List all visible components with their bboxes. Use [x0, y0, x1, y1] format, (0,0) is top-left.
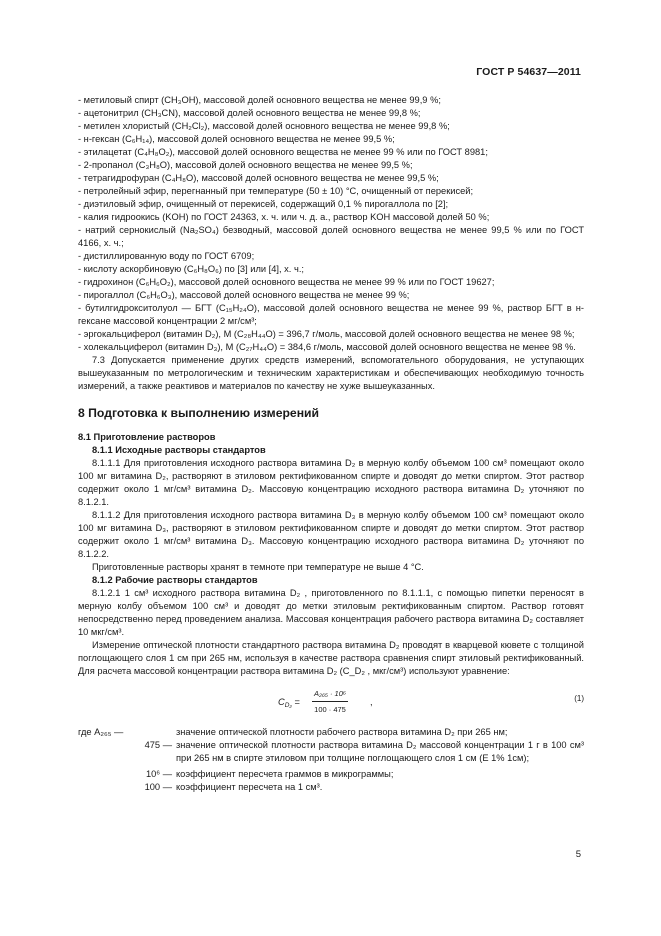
reagent-item: - н-гексан (C₆H₁₄), массовой долей основного вещества не менее 99,5 %;: [78, 134, 395, 144]
reagent-item: - пирогаллол (C₆H₆O₃), массовой долей основного вещества не менее 99 %;: [78, 290, 410, 300]
equation-denominator: 100 · 475: [314, 705, 346, 714]
definition-term: 100 —: [144, 782, 172, 792]
page-number: 5: [575, 849, 581, 860]
reagent-item-cholecalciferol: - холекальциферол (витамин D₃), М (C₂₇H₄₄O) = 384,6 г/моль, массовой долей основного вещества не менее 98 %.: [78, 342, 576, 352]
reagent-item: - ацетонитрил (CH₃CN), массовой долей основного вещества не менее 99,8 %;: [78, 108, 421, 118]
equation-lhs: $C_{D_2}$ =: [278, 697, 300, 709]
definition-text: коэффициент пересчета граммов в микрограммы;: [176, 769, 394, 779]
reagent-item: - тетрагидрофуран (C₄H₈O), массовой долей основного вещества не менее 99,5 %;: [78, 173, 439, 183]
definition-term: где A₂₆₅ —: [78, 727, 124, 737]
equation-number: (1): [574, 694, 584, 703]
reagent-item: - метилен хлористый (CH₂Cl₂), массовой долей основного вещества не менее 99,8 %;: [78, 121, 450, 131]
paragraph-8-1-2-1: 8.1.2.1 1 см³ исходного раствора витамина D₂ , приготовленного по 8.1.1.1, с помощью пипетки переносят в мерную колбу объемом 100 см³ и доводят до метки этиловым ректификованным спиртом. Раствор готовят непосредственно перед проведением анализа. Массовая концентрация рабочего раствора витамина D₂ составляет 10 мкг/см³.: [78, 588, 584, 637]
equation-fraction: [312, 687, 348, 716]
definition-item: [78, 739, 584, 765]
reagent-item-sulfate: - натрий сернокислый (Na₂SO₄) безводный, массовой долей основного вещества не менее 99,5 % или по ГОСТ 4166, х. ч.;: [78, 225, 584, 248]
equation-numerator: A₂₆₅ · 10⁶: [312, 687, 348, 702]
paragraph-optical-density: Измерение оптической плотности стандартного раствора витамина D₂ проводят в кварцевой кювете с толщиной поглощающего слоя 1 см при 265 нм, используя в качестве раствора сравнения спирт этиловый ректификованный. Для расчета массовой концентрации раствора витамина D₂ (C_D₂ , мкг/см³) используют уравнение:: [78, 640, 584, 676]
subsection-8-1-heading: 8.1 Приготовление растворов: [78, 432, 216, 442]
reagent-item: [78, 94, 584, 107]
reagent-item: - петролейный эфир, перегнанный при температуре (50 ± 10) °С, очищенный от перекисей;: [78, 186, 474, 196]
reagent-text: - метиловый спирт (CH₃OH), массовой долей основного вещества не менее 99,9 %;: [78, 95, 441, 105]
definition-text: значение оптической плотности раствора витамина D₂ массовой концентрации 1 г в 100 см³ при 265 нм в спирте этиловом при толщине поглощающего слоя 1 см (E 1% 1см);: [176, 740, 584, 763]
reagent-item: - гидрохинон (C₆H₆O₂), массовой долей основного вещества не менее 99 % или по ГОСТ 19627;: [78, 277, 495, 287]
definition-item: [78, 726, 584, 739]
reagent-item: - кислоту аскорбиновую (C₆H₈O₆) по [3] или [4], х. ч.;: [78, 264, 304, 274]
reagent-item-bht: - бутилгидрокситолуол — БГТ (C₁₅H₂₄O), массовой долей основного вещества не менее 99 %, раствор БГТ в н-гексане массовой концентрации 2 мг/см³;: [78, 303, 584, 326]
paragraph-8-1-1-1: 8.1.1.1 Для приготовления исходного раствора витамина D₂ в мерную колбу объемом 100 см³ помещают около 100 мг витамина D₂, растворяют в этиловом ректификованном спирте и доводят до метки спиртом. Этот раствор содержит около 1 мг/см³ витамина D₂. Массовую концентрацию исходного раствора витамина D₂ уточняют по 8.1.2.1.: [78, 458, 584, 507]
subsection-8-1-2-heading: 8.1.2 Рабочие растворы стандартов: [92, 575, 258, 585]
reagent-item: - 2-пропанол (C₃H₈O), массовой долей основного вещества не менее 99,5 %;: [78, 160, 413, 170]
paragraph-storage: Приготовленные растворы хранят в темноте при температуре не выше 4 °С.: [92, 562, 424, 572]
reagent-item: - этилацетат (C₄H₈O₂), массовой долей основного вещества не менее 99 % или по ГОСТ 8981;: [78, 147, 488, 157]
reagent-item: - калия гидроокись (KOH) по ГОСТ 24363, х. ч. или ч. д. а., раствор KOH массовой долей 50 %;: [78, 212, 490, 222]
definition-item: [78, 781, 584, 794]
reagent-list: [78, 94, 584, 354]
definition-term: 475 —: [144, 740, 172, 750]
doc-header-id: ГОСТ Р 54637—2011: [476, 66, 581, 78]
reagent-item: - диэтиловый эфир, очищенный от перекисей, содержащий 0,1 % пирогаллола по [2];: [78, 199, 449, 209]
equation-suffix: ,: [370, 697, 373, 707]
reagent-item-ergocalciferol: - эргокальциферол (витамин D₂), М (C₂₈H₄₄O) = 396,7 г/моль, массовой долей основного вещества не менее 98 %;: [78, 329, 575, 339]
definition-text: коэффициент пересчета на 1 см³.: [176, 782, 323, 792]
reagent-item: - дистиллированную воду по ГОСТ 6709;: [78, 251, 255, 261]
definition-list: [78, 726, 584, 794]
paragraph-8-1-1-2: 8.1.1.2 Для приготовления исходного раствора витамина D₃ в мерную колбу объемом 100 см³ помещают около 100 мг витамина D₃, растворяют в этиловом ректификованном спирте и доводят до метки спиртом. Этот раствор содержит около 1 мг/см³ витамина D₃. Массовую концентрацию исходного раствора витамина D₂ уточняют по 8.1.2.2.: [78, 510, 584, 559]
section-8-heading: 8 Подготовка к выполнению измерений: [78, 406, 320, 420]
document-body: [78, 94, 584, 794]
subsection-8-1-1-heading: 8.1.1 Исходные растворы стандартов: [92, 445, 266, 455]
equation-1: [78, 684, 584, 722]
definition-item: [78, 768, 584, 781]
definition-text: значение оптической плотности рабочего раствора витамина D₂ при 265 нм;: [176, 727, 508, 737]
paragraph-7-3: 7.3 Допускается применение других средств измерений, вспомогательного оборудования, не уступающих вышеуказанным по метрологическим и техническим характеристикам и обеспечивающих необходимую точность измерений, а также реактивов и материалов по качеству не хуже вышеуказанных.: [78, 355, 584, 391]
definition-term: 10⁶ —: [145, 769, 172, 779]
